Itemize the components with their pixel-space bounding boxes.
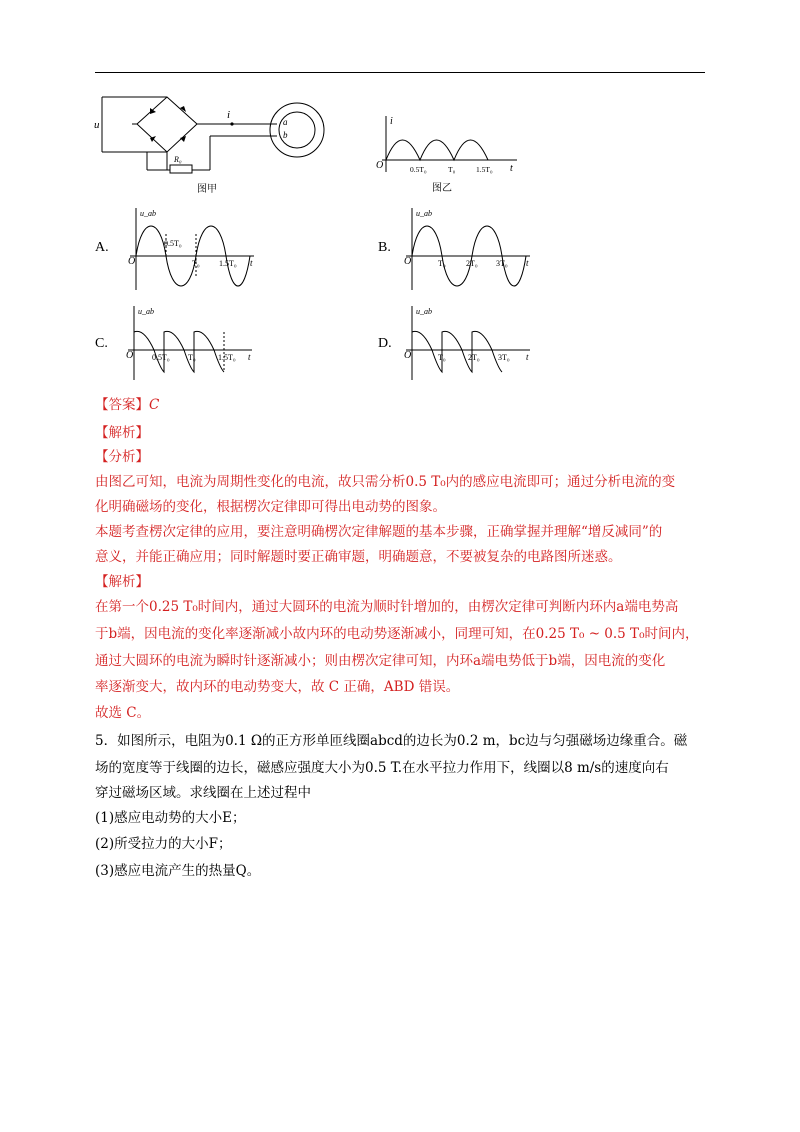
option-d-tick-1: T₀	[438, 353, 446, 362]
svg-text:O: O	[404, 350, 412, 361]
option-d-tick-2: 2T₀	[468, 353, 480, 362]
current-wave-figure	[372, 112, 522, 196]
wave-i-label: i	[390, 116, 393, 127]
q5-line-2: 场的宽度等于线圈的边长，磁感应强度大小为0.5 T.在水平拉力作用下，线圈以8 m/s的速度向右	[95, 760, 669, 776]
fenxi-line-2: 化明确磁场的变化，根据楞次定律即可得出电动势的图象。	[95, 499, 446, 515]
jiexi-line-2: 于b端，因电流的变化率逐渐减小故内环的电动势逐渐减小，同理可知，在0.25 T₀ ~ 0.5 T₀时间内，	[95, 626, 699, 642]
q5-line-3: 穿过磁场区域。求线圈在上述过程中	[95, 785, 311, 801]
option-c-tick-2: T₀	[188, 353, 196, 362]
option-a-tick-2: T₀	[192, 259, 200, 268]
option-c-tick-1: 0.5T₀	[152, 353, 170, 362]
answer-tag: 【答案】	[95, 397, 149, 413]
option-a-graph	[124, 206, 259, 298]
svg-text:O: O	[126, 350, 134, 361]
jiexi-tag: 【解析】	[95, 574, 149, 590]
analysis-tag: 【解析】	[95, 425, 149, 441]
q5-sub-2: (2)所受拉力的大小F；	[95, 836, 232, 852]
option-d-label: D.	[378, 336, 392, 351]
svg-text:t: t	[250, 258, 253, 268]
q5-sub-1: (1)感应电动势的大小E；	[95, 810, 246, 826]
resistor-label: R₀	[174, 155, 182, 164]
option-b-graph	[400, 206, 535, 298]
circuit-diagram	[92, 92, 332, 196]
wave-t-label: t	[510, 163, 513, 174]
option-c-ylabel: u_ab	[138, 307, 154, 316]
current-i-label: i	[227, 109, 231, 121]
jiexi-line-5: 故选 C。	[95, 705, 151, 721]
svg-text:t: t	[526, 352, 529, 362]
option-c-graph	[122, 304, 257, 388]
jiexi-line-3: 通过大圆环的电流为瞬时针逐渐减小；则由楞次定律可知，内环a端电势低于b端，因电流的变化	[95, 653, 666, 669]
svg-text:t: t	[248, 352, 251, 362]
wave-origin-label: O	[376, 160, 384, 171]
source-u-label: u	[94, 119, 100, 131]
option-a-tick-3: 1.5T₀	[219, 259, 237, 268]
terminal-a-label: a	[283, 117, 288, 127]
wave-caption: 图乙	[432, 183, 452, 194]
option-b-tick-2: 2T₀	[466, 259, 478, 268]
option-a-label: A.	[95, 240, 109, 255]
wave-tick-1: 0.5T₀	[410, 165, 427, 174]
q5-line-1: 5．如图所示，电阻为0.1 Ω的正方形单匝线圈abcd的边长为0.2 m，bc边与匀强磁场边缘重合。磁	[95, 733, 688, 749]
option-a-ylabel: u_ab	[140, 209, 156, 218]
option-d-tick-3: 3T₀	[498, 353, 510, 362]
option-d-ylabel: u_ab	[416, 307, 432, 316]
circuit-caption: 图甲	[197, 184, 217, 195]
svg-text:O: O	[128, 256, 136, 267]
fenxi-line-4: 意义，并能正确应用；同时解题时要正确审题，明确题意，不要被复杂的电路图所迷惑。	[95, 549, 622, 565]
jiexi-line-1: 在第一个0.25 T₀时间内，通过大圆环的电流为顺时针增加的，由楞次定律可判断内环内a端电势高	[95, 599, 679, 615]
header-rule	[95, 72, 705, 73]
option-d-graph	[400, 304, 535, 388]
option-b-tick-1: T₀	[438, 259, 446, 268]
fenxi-tag: 【分析】	[95, 449, 149, 465]
svg-text:t: t	[526, 258, 529, 268]
svg-text:O: O	[404, 256, 412, 267]
fenxi-line-1: 由图乙可知，电流为周期性变化的电流，故只需分析0.5 T₀内的感应电流即可；通过分析电流的变	[95, 474, 676, 490]
circuit-figure	[92, 92, 332, 196]
option-b-label: B.	[378, 240, 391, 255]
option-c-label: C.	[95, 336, 108, 351]
answer-value: C	[149, 397, 160, 413]
jiexi-line-4: 率逐渐变大，故内环的电动势变大，故 C 正确，ABD 错误。	[95, 679, 460, 695]
wave-tick-2: T₀	[448, 165, 456, 174]
answer-line	[95, 395, 159, 415]
option-a-tick-1: 0.5T₀	[164, 239, 182, 248]
terminal-b-label: b	[283, 130, 288, 140]
option-b-ylabel: u_ab	[416, 209, 432, 218]
option-b-tick-3: 3T₀	[496, 259, 508, 268]
current-wave-graph	[372, 112, 522, 196]
fenxi-line-3: 本题考查楞次定律的应用，要注意明确楞次定律解题的基本步骤，正确掌握并理解“增反减同”的	[95, 524, 663, 540]
option-c-tick-3: 1.5T₀	[218, 353, 236, 362]
wave-tick-3: 1.5T₀	[476, 165, 493, 174]
q5-sub-3: (3)感应电流产生的热量Q。	[95, 863, 261, 879]
